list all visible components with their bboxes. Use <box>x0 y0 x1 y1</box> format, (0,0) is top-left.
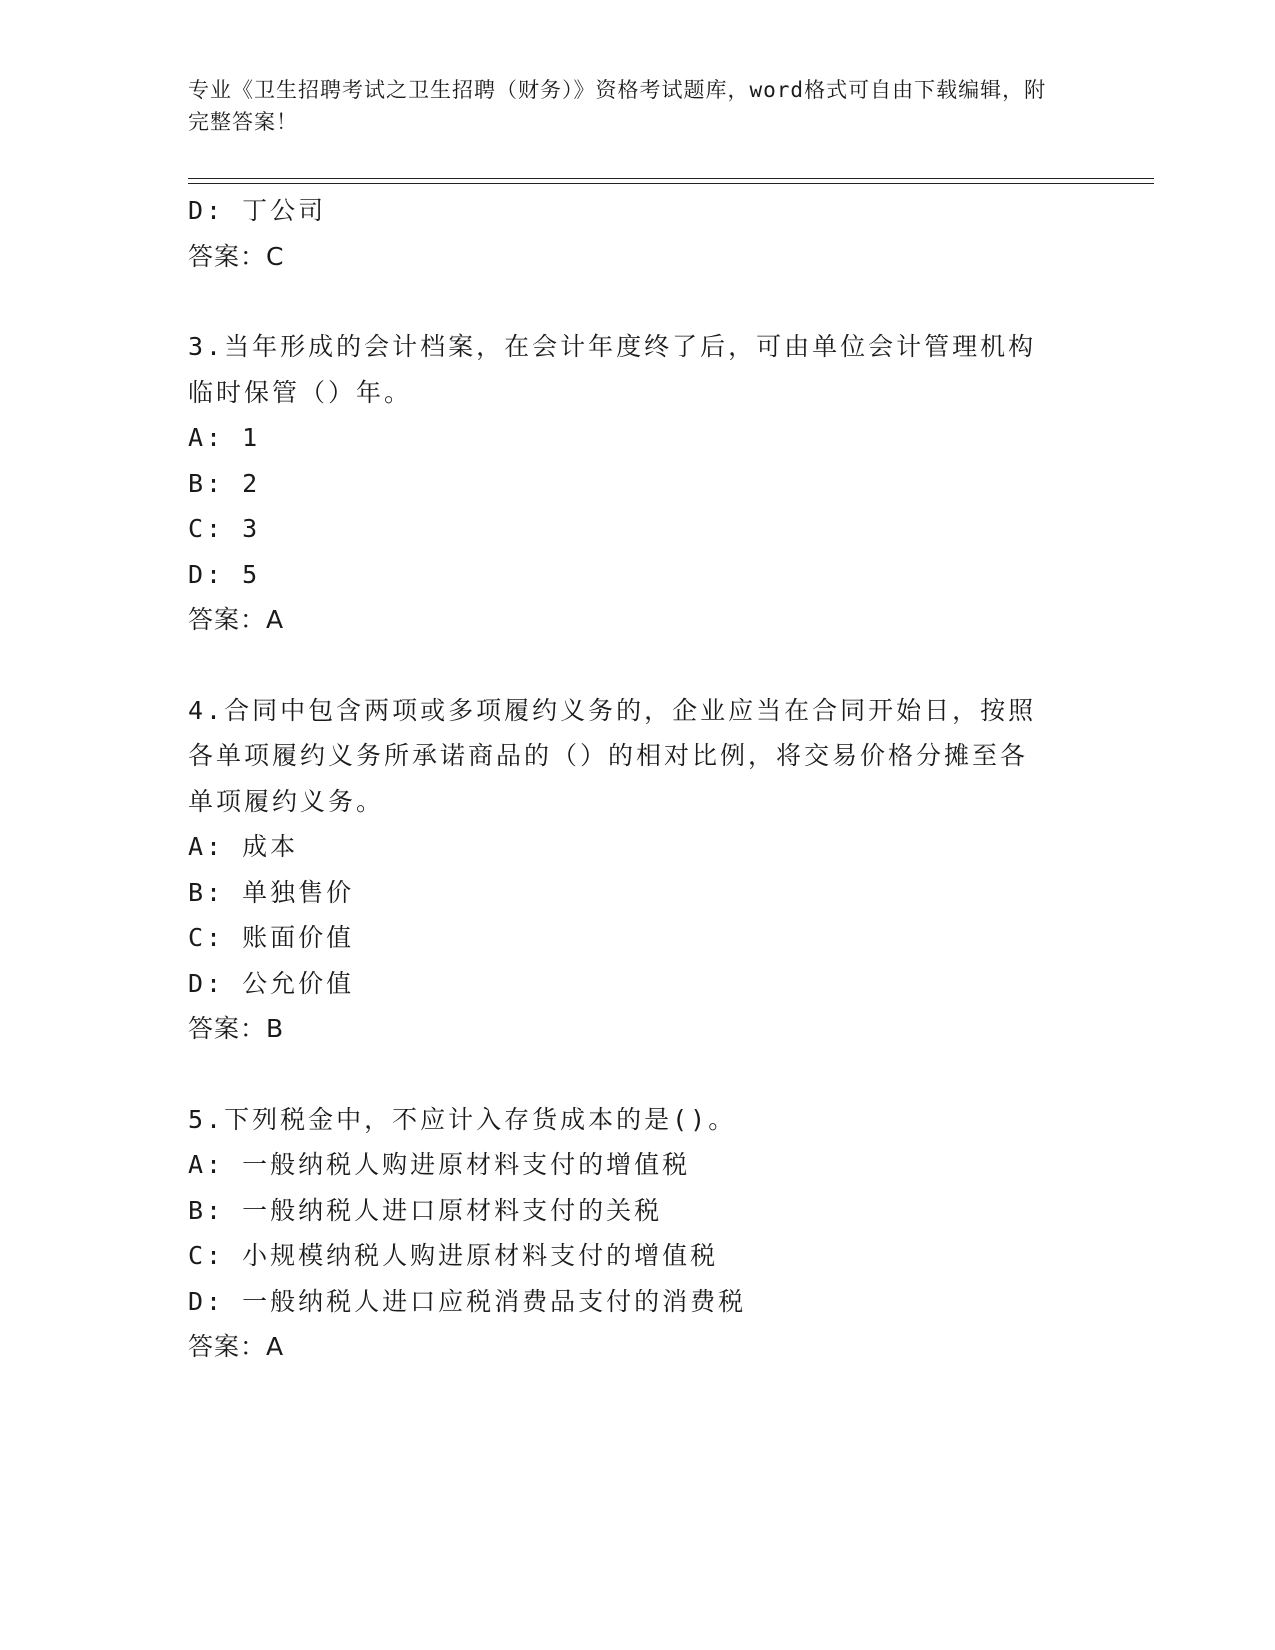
prev-option-d: D: 丁公司 <box>188 196 327 225</box>
header-divider-top <box>188 178 1154 179</box>
question-3-option-c: C: 3 <box>188 514 261 543</box>
question-3-answer: 答案：A <box>188 605 285 634</box>
question-content <box>188 188 1088 1370</box>
question-3-option-d: D: 5 <box>188 559 261 589</box>
question-3-option-a: A: 1 <box>188 423 261 452</box>
spacer <box>188 279 1088 324</box>
question-4 <box>188 688 1088 1052</box>
spacer <box>188 643 1088 688</box>
question-4-option-a: A: 成本 <box>188 832 299 861</box>
question-5-stem-line-1: 5.下列税金中，不应计入存货成本的是()。 <box>188 1104 737 1134</box>
question-4-stem-line-2: 各单项履约义务所承诺商品的（）的相对比例，将交易价格分摊至各 <box>188 741 1029 770</box>
question-4-stem-line-3: 单项履约义务。 <box>188 786 385 816</box>
header-divider-bottom <box>188 183 1154 184</box>
question-3-option-b: B: 2 <box>188 468 261 498</box>
question-5-option-c: C: 小规模纳税人购进原材料支付的增值税 <box>188 1241 719 1270</box>
prev-answer: 答案：C <box>188 241 285 271</box>
question-4-answer: 答案：B <box>188 1014 285 1043</box>
question-4-stem-line-1: 4.合同中包含两项或多项履约义务的，企业应当在合同开始日，按照 <box>188 695 1037 725</box>
question-5 <box>188 1097 1088 1370</box>
question-5-option-a: A: 一般纳税人购进原材料支付的增值税 <box>188 1150 691 1179</box>
question-4-option-d: D: 公允价值 <box>188 968 355 998</box>
question-5-option-d: D: 一般纳税人进口应税消费品支付的消费税 <box>188 1286 747 1316</box>
question-3-stem-line-2: 临时保管（）年。 <box>188 377 413 407</box>
question-3-stem-line-1: 3.当年形成的会计档案，在会计年度终了后，可由单位会计管理机构 <box>188 332 1037 361</box>
question-5-option-b: B: 一般纳税人进口原材料支付的关税 <box>188 1195 663 1225</box>
page-header-text: 专业《卫生招聘考试之卫生招聘（财务）》资格考试题库，word格式可自由下载编辑，附完整答案！ <box>188 78 1047 134</box>
question-4-option-b: B: 单独售价 <box>188 877 355 907</box>
question-4-option-c: C: 账面价值 <box>188 923 355 952</box>
question-3 <box>188 324 1088 643</box>
question-5-answer: 答案：A <box>188 1332 285 1361</box>
spacer <box>188 1052 1088 1097</box>
